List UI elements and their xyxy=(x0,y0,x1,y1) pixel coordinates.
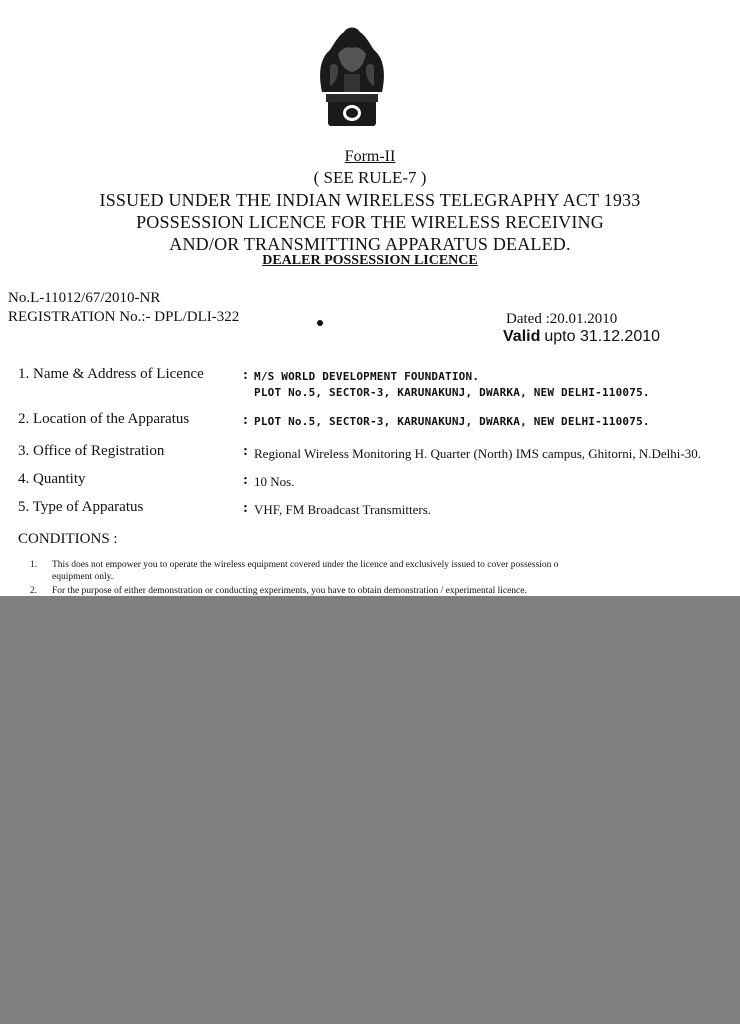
heading-line-2: POSSESSION LICENCE FOR THE WIRELESS RECEIVING xyxy=(136,212,604,232)
item-label-quantity: 4. Quantity xyxy=(18,471,86,487)
item-value-type: VHF, FM Broadcast Transmitters. xyxy=(254,502,431,517)
condition-text: This does not empower you to operate the wireless equipment covered under the licence and exclusively issued to cover possession o xyxy=(52,560,559,570)
valid-label: Valid xyxy=(503,328,541,345)
item-label-type: 5. Type of Apparatus xyxy=(18,499,144,515)
item-value-office: Regional Wireless Monitoring H. Quarter (North) IMS campus, Ghitorni, N.Delhi-30. xyxy=(254,446,701,461)
validity xyxy=(503,328,660,346)
redaction-overlay xyxy=(0,596,740,1024)
dealer-subheading: DEALER POSSESSION LICENCE xyxy=(262,253,478,268)
item-colon: : xyxy=(243,412,248,428)
dated: Dated :20.01.2010 xyxy=(506,311,618,327)
item-value-name: M/S WORLD DEVELOPMENT FOUNDATION. xyxy=(254,370,480,383)
form-title: Form-II xyxy=(344,148,396,165)
item-colon: : xyxy=(243,500,248,516)
item-label-name-address: 1. Name & Address of Licence xyxy=(18,366,204,382)
item-value-address: PLOT No.5, SECTOR-3, KARUNAKUNJ, DWARKA, NEW DELHI-110075. xyxy=(254,386,650,399)
item-colon: : xyxy=(243,472,248,488)
condition-text: For the purpose of either demonstration or conducting experiments, you have to obtain demonstration / experimental licence. xyxy=(52,586,527,596)
item-colon: : xyxy=(243,443,248,459)
ink-dot xyxy=(317,320,323,326)
item-value-quantity: 10 Nos. xyxy=(254,474,295,489)
item-label-location: 2. Location of the Apparatus xyxy=(18,411,190,427)
licence-number: No.L-11012/67/2010-NR xyxy=(8,290,161,306)
heading-line-1: ISSUED UNDER THE INDIAN WIRELESS TELEGRAPHY ACT 1933 xyxy=(99,190,641,210)
rule-reference: ( SEE RULE-7 ) xyxy=(313,168,427,187)
state-emblem-icon xyxy=(308,14,396,134)
registration-number: REGISTRATION No.:- DPL/DLI-322 xyxy=(8,309,240,325)
condition-text: equipment only. xyxy=(52,572,114,582)
item-label-office: 3. Office of Registration xyxy=(18,443,165,459)
conditions-title: CONDITIONS : xyxy=(18,531,118,547)
heading-line-3: AND/OR TRANSMITTING APPARATUS DEALED. xyxy=(169,234,571,254)
item-value-location: PLOT No.5, SECTOR-3, KARUNAKUNJ, DWARKA, NEW DELHI-110075. xyxy=(254,415,650,428)
condition-number: 1. xyxy=(30,560,38,570)
condition-number: 2. xyxy=(30,586,38,596)
valid-date: upto 31.12.2010 xyxy=(544,328,661,345)
item-colon: : xyxy=(243,367,248,383)
